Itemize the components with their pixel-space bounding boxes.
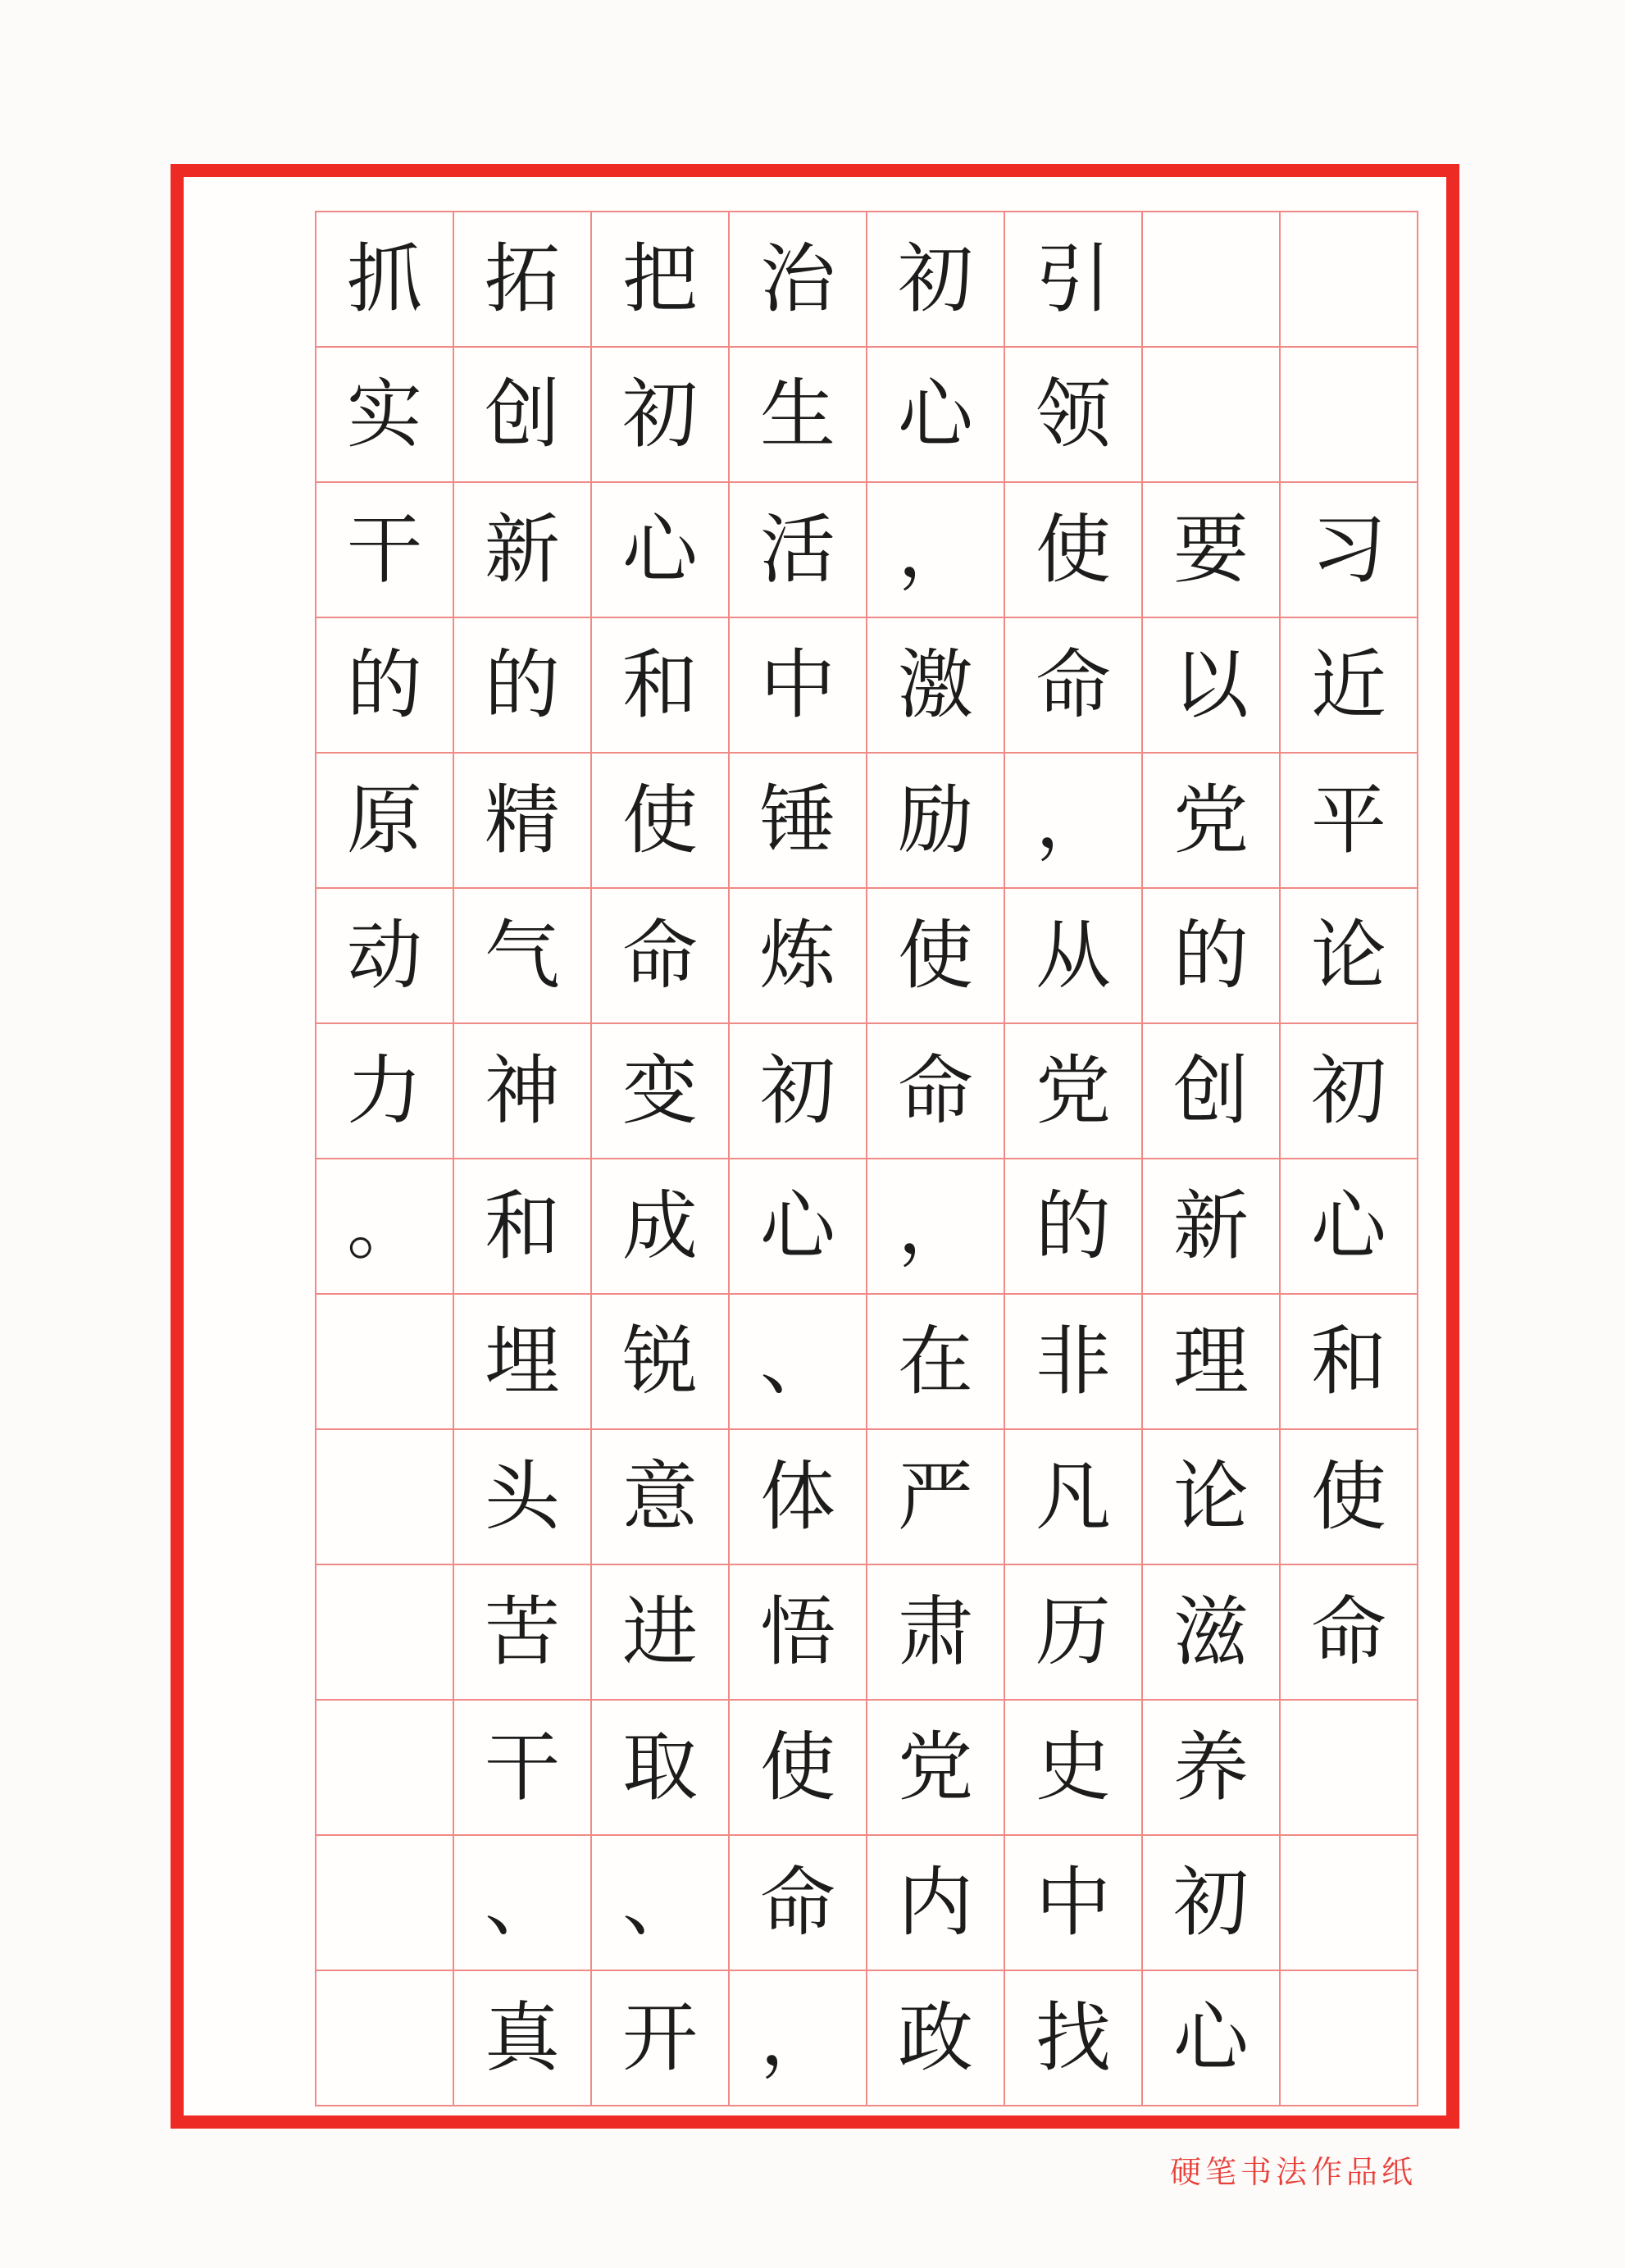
grid-cell: ， bbox=[730, 1971, 867, 2106]
grid-cell: 锤 bbox=[730, 754, 867, 889]
grid-cell: 把 bbox=[592, 212, 730, 348]
grid-cell: 凡 bbox=[1005, 1430, 1143, 1565]
grid-cell: 成 bbox=[592, 1159, 730, 1295]
grid-cell: 变 bbox=[592, 1024, 730, 1159]
grid-cell bbox=[1143, 212, 1281, 348]
grid-cell: 新 bbox=[454, 483, 592, 618]
grid-cell: 和 bbox=[592, 618, 730, 754]
grid-cell: 活 bbox=[730, 483, 867, 618]
grid-cell: 锐 bbox=[592, 1295, 730, 1430]
grid-cell: 初 bbox=[592, 348, 730, 483]
grid-cell: 使 bbox=[730, 1701, 867, 1836]
grid-cell: 干 bbox=[316, 483, 454, 618]
grid-cell: 体 bbox=[730, 1430, 867, 1565]
grid-cell bbox=[316, 1701, 454, 1836]
grid-cell: 肃 bbox=[867, 1565, 1005, 1701]
grid-cell: 。 bbox=[316, 1159, 454, 1295]
grid-cell: 心 bbox=[867, 348, 1005, 483]
grid-cell: 严 bbox=[867, 1430, 1005, 1565]
grid-cell bbox=[316, 1971, 454, 2106]
grid-cell: 习 bbox=[1281, 483, 1418, 618]
grid-cell: 开 bbox=[592, 1971, 730, 2106]
grid-cell: 初 bbox=[867, 212, 1005, 348]
grid-cell: 神 bbox=[454, 1024, 592, 1159]
grid-cell: 拓 bbox=[454, 212, 592, 348]
grid-cell: 论 bbox=[1143, 1430, 1281, 1565]
grid-cell: 史 bbox=[1005, 1701, 1143, 1836]
grid-cell: 使 bbox=[592, 754, 730, 889]
grid-cell bbox=[316, 1430, 454, 1565]
grid-cell: 苦 bbox=[454, 1565, 592, 1701]
grid-cell bbox=[1281, 212, 1418, 348]
grid-cell: 头 bbox=[454, 1430, 592, 1565]
grid-cell: 命 bbox=[592, 889, 730, 1024]
grid-cell bbox=[1281, 348, 1418, 483]
grid-cell: 的 bbox=[454, 618, 592, 754]
grid-cell: 真 bbox=[454, 1971, 592, 2106]
grid-cell: 励 bbox=[867, 754, 1005, 889]
grid-cell: 的 bbox=[316, 618, 454, 754]
grid-cell: 使 bbox=[1005, 483, 1143, 618]
grid-cell bbox=[316, 1565, 454, 1701]
grid-cell: ， bbox=[867, 483, 1005, 618]
grid-cell: 以 bbox=[1143, 618, 1281, 754]
writing-grid bbox=[315, 211, 1418, 2106]
grid-cell: 的 bbox=[1143, 889, 1281, 1024]
grid-cell: 激 bbox=[867, 618, 1005, 754]
grid-cell: 心 bbox=[1143, 1971, 1281, 2106]
grid-cell bbox=[316, 1295, 454, 1430]
grid-cell: 命 bbox=[1005, 618, 1143, 754]
grid-cell: 要 bbox=[1143, 483, 1281, 618]
grid-cell bbox=[1281, 1836, 1418, 1971]
grid-cell: 干 bbox=[454, 1701, 592, 1836]
grid-cell: 治 bbox=[730, 212, 867, 348]
grid-cell: 使 bbox=[867, 889, 1005, 1024]
grid-cell bbox=[1281, 1701, 1418, 1836]
grid-cell: 政 bbox=[867, 1971, 1005, 2106]
grid-cell: 抓 bbox=[316, 212, 454, 348]
grid-cell: 精 bbox=[454, 754, 592, 889]
grid-cell: 和 bbox=[1281, 1295, 1418, 1430]
grid-cell: 悟 bbox=[730, 1565, 867, 1701]
grid-cell: 动 bbox=[316, 889, 454, 1024]
grid-cell: 的 bbox=[1005, 1159, 1143, 1295]
grid-cell: 取 bbox=[592, 1701, 730, 1836]
grid-cell: 中 bbox=[730, 618, 867, 754]
grid-cell: 创 bbox=[1143, 1024, 1281, 1159]
grid-cell: 生 bbox=[730, 348, 867, 483]
grid-cell: 中 bbox=[1005, 1836, 1143, 1971]
grid-cell: ， bbox=[867, 1159, 1005, 1295]
grid-cell: 原 bbox=[316, 754, 454, 889]
paper-name-label: 硬笔书法作品纸 bbox=[1169, 2154, 1417, 2190]
grid-cell: 、 bbox=[454, 1836, 592, 1971]
grid-cell: 历 bbox=[1005, 1565, 1143, 1701]
grid-cell: 命 bbox=[730, 1836, 867, 1971]
grid-cell: 心 bbox=[730, 1159, 867, 1295]
grid-cell: 埋 bbox=[454, 1295, 592, 1430]
grid-cell: 初 bbox=[1143, 1836, 1281, 1971]
grid-cell: 找 bbox=[1005, 1971, 1143, 2106]
grid-cell: 内 bbox=[867, 1836, 1005, 1971]
grid-cell: 气 bbox=[454, 889, 592, 1024]
grid-cell: 实 bbox=[316, 348, 454, 483]
grid-cell: 和 bbox=[454, 1159, 592, 1295]
grid-cell: 使 bbox=[1281, 1430, 1418, 1565]
grid-cell bbox=[316, 1836, 454, 1971]
grid-cell: 初 bbox=[730, 1024, 867, 1159]
grid-cell: 在 bbox=[867, 1295, 1005, 1430]
grid-cell: ， bbox=[1005, 754, 1143, 889]
grid-cell: 领 bbox=[1005, 348, 1143, 483]
grid-cell: 、 bbox=[592, 1836, 730, 1971]
grid-cell: 养 bbox=[1143, 1701, 1281, 1836]
grid-cell: 命 bbox=[867, 1024, 1005, 1159]
grid-cell: 创 bbox=[454, 348, 592, 483]
grid-cell: 论 bbox=[1281, 889, 1418, 1024]
grid-cell: 心 bbox=[1281, 1159, 1418, 1295]
grid-cell: 党 bbox=[1005, 1024, 1143, 1159]
grid-cell: 滋 bbox=[1143, 1565, 1281, 1701]
grid-cell: 引 bbox=[1005, 212, 1143, 348]
grid-cell: 理 bbox=[1143, 1295, 1281, 1430]
grid-cell: 命 bbox=[1281, 1565, 1418, 1701]
grid-cell: 意 bbox=[592, 1430, 730, 1565]
grid-cell bbox=[1143, 348, 1281, 483]
grid-cell: 初 bbox=[1281, 1024, 1418, 1159]
grid-cell: 炼 bbox=[730, 889, 867, 1024]
grid-cell: 心 bbox=[592, 483, 730, 618]
grid-cell: 近 bbox=[1281, 618, 1418, 754]
grid-cell: 新 bbox=[1143, 1159, 1281, 1295]
grid-cell bbox=[1281, 1971, 1418, 2106]
grid-cell: 平 bbox=[1281, 754, 1418, 889]
grid-cell: 力 bbox=[316, 1024, 454, 1159]
grid-cell: 党 bbox=[867, 1701, 1005, 1836]
grid-cell: 党 bbox=[1143, 754, 1281, 889]
calligraphy-sheet bbox=[171, 164, 1459, 2129]
grid-cell: 非 bbox=[1005, 1295, 1143, 1430]
grid-cell: 从 bbox=[1005, 889, 1143, 1024]
grid-cell: 、 bbox=[730, 1295, 867, 1430]
grid-cell: 进 bbox=[592, 1565, 730, 1701]
